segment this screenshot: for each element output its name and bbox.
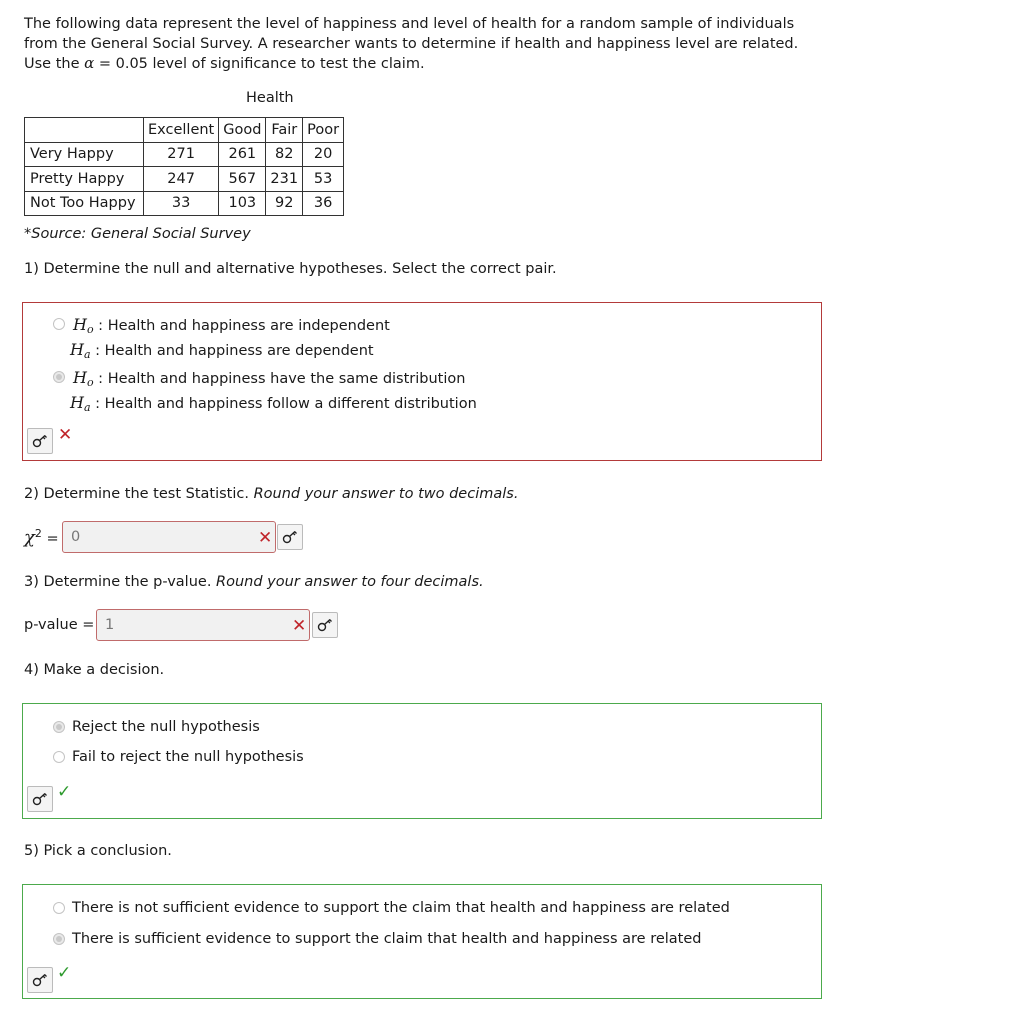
problem-statement [24,15,824,75]
radio-button-selected[interactable] [53,371,65,383]
table-cell: 92 [266,191,303,216]
chi-square-input[interactable]: 0 [62,521,276,553]
q1-option-1-text: $H_o$ : Health and happiness are independent $H_a$ : Health and happiness are dependent [70,315,390,361]
col-header: Poor [303,118,344,143]
table-cell: 36 [303,191,344,216]
table-cell: 33 [144,191,219,216]
key-icon [32,973,48,987]
key-icon-button[interactable] [27,967,53,993]
table-cell: 103 [219,191,266,216]
incorrect-x-icon: ✕ [58,425,73,445]
key-icon [32,792,48,806]
p-value-label: p-value = [24,617,95,633]
q1-option-2[interactable] [53,368,477,418]
key-icon [282,530,298,544]
table-cell: 53 [303,167,344,192]
question-5-box [22,884,822,999]
q1-option-1[interactable] [53,315,390,365]
radio-button[interactable] [53,751,65,763]
q5-option-2-text: There is sufficient evidence to support the claim that health and happiness are related [72,931,702,947]
question-2-prompt: 2) Determine the test Statistic. Round your answer to two decimals. [24,486,519,502]
intro-line-3: Use the α = 0.05 level of significance to test the claim. [24,54,425,72]
key-icon [317,618,333,632]
key-icon-button[interactable] [277,524,303,550]
chi-square-label: $\chi^2$ = [24,527,59,548]
q4-option-1[interactable] [53,718,260,736]
table-cell: 231 [266,167,303,192]
radio-button-selected[interactable] [53,933,65,945]
col-header: Good [219,118,266,143]
col-header: Fair [266,118,303,143]
row-label: Not Too Happy [25,191,144,216]
q4-option-1-text: Reject the null hypothesis [72,719,260,735]
correct-check-icon: ✓ [57,782,72,802]
table-row [25,142,344,167]
row-label: Pretty Happy [25,167,144,192]
table-cell: 567 [219,167,266,192]
correct-check-icon: ✓ [57,963,72,983]
question-1-prompt: 1) Determine the null and alternative hypotheses. Select the correct pair. [24,261,557,277]
q4-option-2[interactable] [53,748,304,766]
question-3-prompt: 3) Determine the p-value. Round your answer to four decimals. [24,574,484,590]
key-icon-button[interactable] [27,786,53,812]
p-value-input[interactable]: 1 [96,609,310,641]
q5-option-1-text: There is not sufficient evidence to support the claim that health and happiness are related [72,900,730,916]
table-row [25,191,344,216]
q5-option-1[interactable] [53,899,730,917]
table-group-label: Health [246,90,294,106]
radio-button[interactable] [53,902,65,914]
q4-option-2-text: Fail to reject the null hypothesis [72,749,304,765]
table-cell: 261 [219,142,266,167]
table-cell: 82 [266,142,303,167]
question-1-box [22,302,822,461]
table-header-row [25,118,344,143]
q5-option-2[interactable] [53,930,702,948]
question-4-box [22,703,822,819]
intro-line-1: The following data represent the level of happiness and level of health for a random sample of individuals [24,16,795,32]
table-corner-cell [25,118,144,143]
incorrect-x-icon: ✕ [258,528,273,548]
table-cell: 271 [144,142,219,167]
key-icon-button[interactable] [27,428,53,454]
table-row [25,167,344,192]
question-5-prompt: 5) Pick a conclusion. [24,843,172,859]
intro-line-2: from the General Social Survey. A researcher wants to determine if health and happiness level are related. [24,35,799,52]
q1-option-2-text: $H_o$ : Health and happiness have the same distribution $H_a$ : Health and happiness follow a different distribution [70,368,477,414]
row-label: Very Happy [25,142,144,167]
contingency-table [24,117,344,216]
key-icon-button[interactable] [312,612,338,638]
radio-button-selected[interactable] [53,721,65,733]
table-source: *Source: General Social Survey [24,226,251,242]
col-header: Excellent [144,118,219,143]
radio-button[interactable] [53,318,65,330]
alpha-symbol: α [84,54,95,72]
table-cell: 20 [303,142,344,167]
table-cell: 247 [144,167,219,192]
question-4-prompt: 4) Make a decision. [24,662,165,678]
key-icon [32,434,48,448]
incorrect-x-icon: ✕ [292,616,307,636]
